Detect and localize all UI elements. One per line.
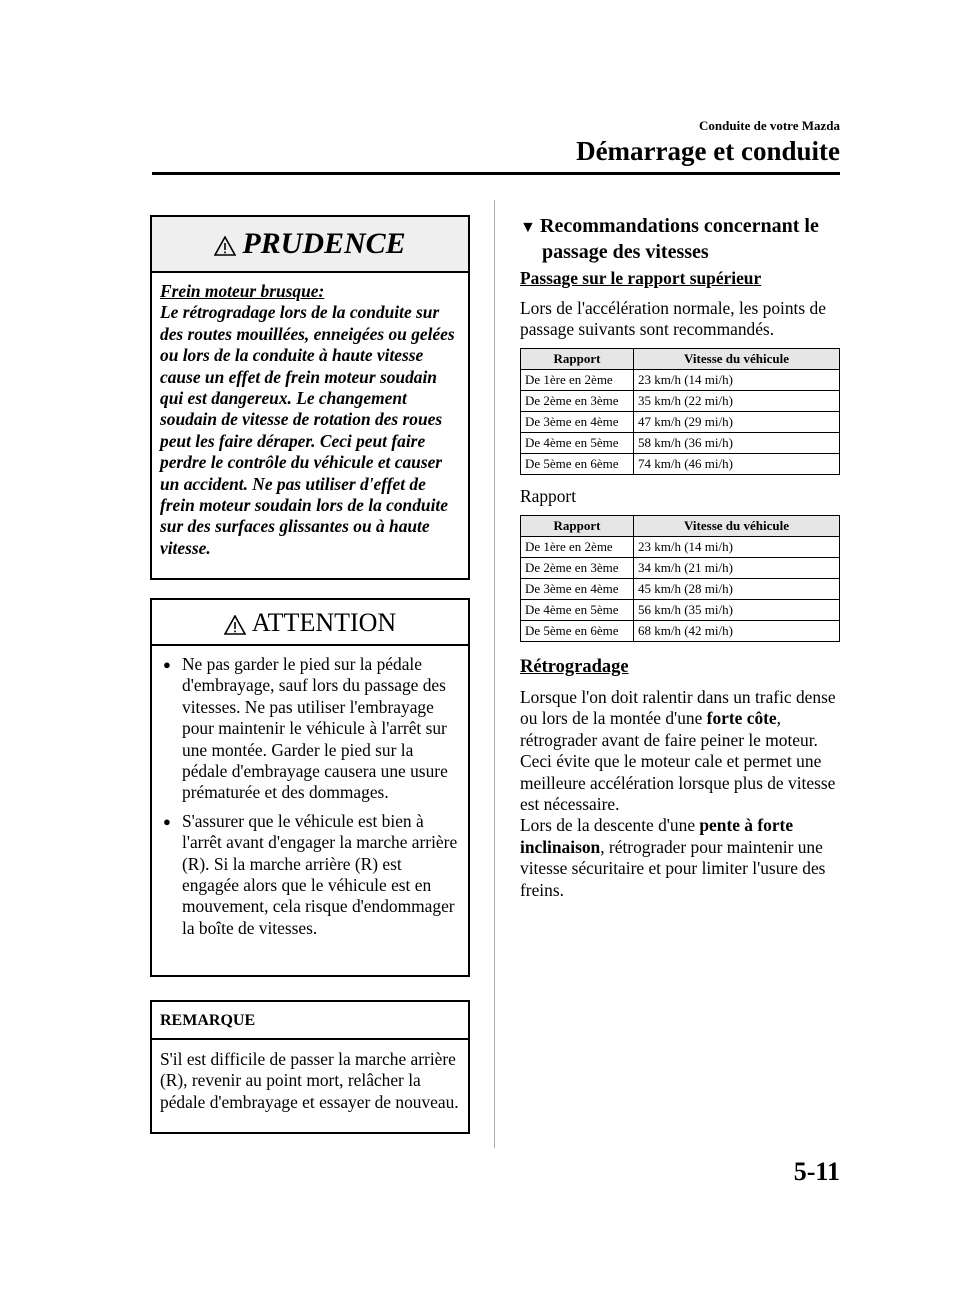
table-cell: De 2ème en 3ème — [521, 391, 634, 412]
table-cell: De 4ème en 5ème — [521, 433, 634, 454]
prudence-title — [152, 217, 468, 273]
table-row — [521, 558, 840, 579]
text-run: , rétrograder avant de faire peiner le moteur. Ceci évite que le moteur cale et permet une meilleure accélération lorsque plus de vitesse est nécessaire. — [520, 708, 836, 815]
attention-title — [152, 600, 468, 646]
table-header: Rapport — [521, 516, 634, 537]
table-row — [521, 433, 840, 454]
table-cell: De 3ème en 4ème — [521, 579, 634, 600]
remarque-box — [150, 1000, 470, 1134]
table-header: Vitesse du véhicule — [634, 349, 840, 370]
table-row — [521, 370, 840, 391]
table-cell: 74 km/h (46 mi/h) — [634, 454, 840, 475]
list-item — [160, 654, 462, 804]
prudence-body — [152, 273, 468, 559]
remarque-text: S'il est difficile de passer la marche arrière (R), revenir au point mort, relâcher la pédale d'embrayage et essayer de nouveau. — [160, 1049, 459, 1112]
table-cell: De 2ème en 3ème — [521, 558, 634, 579]
heading-line-2: passage des vitesses — [542, 241, 709, 263]
section-title: Conduite de votre Mazda — [699, 118, 840, 133]
warning-icon — [214, 236, 236, 256]
table-cell: De 1ère en 2ème — [521, 370, 634, 391]
table-cell: De 1ère en 2ème — [521, 537, 634, 558]
column-divider — [494, 200, 495, 1148]
attention-box — [150, 598, 470, 977]
table-row — [521, 579, 840, 600]
table-cell: 68 km/h (42 mi/h) — [634, 621, 840, 642]
table-cell: De 5ème en 6ème — [521, 621, 634, 642]
table-cell: De 5ème en 6ème — [521, 454, 634, 475]
table-cell: 45 km/h (28 mi/h) — [634, 579, 840, 600]
table-row — [521, 412, 840, 433]
page-number: 5-11 — [793, 1157, 840, 1186]
bullet-icon: ● — [163, 657, 171, 672]
prudence-subtitle: Frein moteur brusque: — [160, 281, 325, 301]
shift-table-1 — [520, 348, 840, 475]
paragraph-downshift — [520, 687, 842, 901]
heading-line-1: Recommandations concernant le — [540, 215, 819, 237]
attention-list — [152, 646, 468, 939]
table-label: Rapport — [520, 486, 577, 506]
bullet-icon: ● — [163, 813, 171, 829]
table-cell: 56 km/h (35 mi/h) — [634, 600, 840, 621]
text-run: Lors de la descente d'une — [520, 815, 700, 836]
section-heading — [520, 214, 840, 264]
prudence-text: Le rétrogradage lors de la conduite sur des routes mouillées, enneigées ou gelées ou lors de la conduite à haute vitesse cause un effet de frein moteur soudain qui est dangereux. Le changement soudain de vitesse de rotation des roues peut les faire déraper. Ceci peut faire perdre le contrôle du véhicule et causer un accident. Ne pas utiliser d'effet de frein moteur soudain lors de la conduite sur des surfaces glissantes ou à haute vitesse. — [160, 302, 455, 558]
chapter-title: Démarrage et conduite — [576, 136, 840, 166]
paragraph-upshift: Lors de l'accélération normale, les points de passage suivants sont recommandés. — [520, 298, 826, 340]
table-row — [521, 391, 840, 412]
text-run: Lorsque l'on doit ralentir dans un trafic dense ou lors de la montée d'une — [520, 687, 836, 729]
table-cell: 23 km/h (14 mi/h) — [634, 370, 840, 391]
attention-title-text: ATTENTION — [251, 608, 397, 637]
list-item — [160, 811, 462, 939]
table-cell: De 4ème en 5ème — [521, 600, 634, 621]
list-item-text: Ne pas garder le pied sur la pédale d'embrayage, sauf lors du passage des vitesses. Ne pas utiliser l'embrayage pour maintenir le véhicule à l'arrêt sur une montée. Garder le pied sur la pédale d'embrayage causera une usure prématurée et des dommages. — [182, 654, 448, 803]
table-row — [521, 600, 840, 621]
text-run: , rétrograder pour maintenir une vitesse sécuritaire et pour limiter l'usure des freins. — [520, 836, 826, 900]
triangle-down-icon: ▼ — [520, 219, 536, 236]
table-cell: 35 km/h (22 mi/h) — [634, 391, 840, 412]
table-row — [521, 537, 840, 558]
table-cell: 47 km/h (29 mi/h) — [634, 412, 840, 433]
table-header: Rapport — [521, 349, 634, 370]
list-item-text: S'assurer que le véhicule est bien à l'arrêt avant d'engager la marche arrière (R). Si la marche arrière (R) est engagée alors que le véhicule est en mouvement, cela risque d'endommager la boîte de vitesses. — [182, 810, 458, 938]
subheading-downshift: Rétrogradage — [520, 657, 629, 677]
table-row — [521, 621, 840, 642]
table-row — [521, 454, 840, 475]
table-cell: De 3ème en 4ème — [521, 412, 634, 433]
bold-run: forte côte — [706, 708, 777, 729]
table-header: Vitesse du véhicule — [634, 516, 840, 537]
remarque-title: REMARQUE — [152, 1002, 468, 1040]
table-cell: 34 km/h (21 mi/h) — [634, 558, 840, 579]
bold-run: pente à forte inclinaison — [520, 815, 794, 857]
table-cell: 23 km/h (14 mi/h) — [634, 537, 840, 558]
prudence-title-text: PRUDENCE — [242, 227, 406, 260]
header-rule — [152, 172, 840, 175]
shift-table-2 — [520, 515, 840, 642]
prudence-box — [150, 215, 470, 580]
warning-icon — [224, 615, 246, 635]
subheading-upshift: Passage sur le rapport supérieur — [520, 268, 762, 288]
table-cell: 58 km/h (36 mi/h) — [634, 433, 840, 454]
